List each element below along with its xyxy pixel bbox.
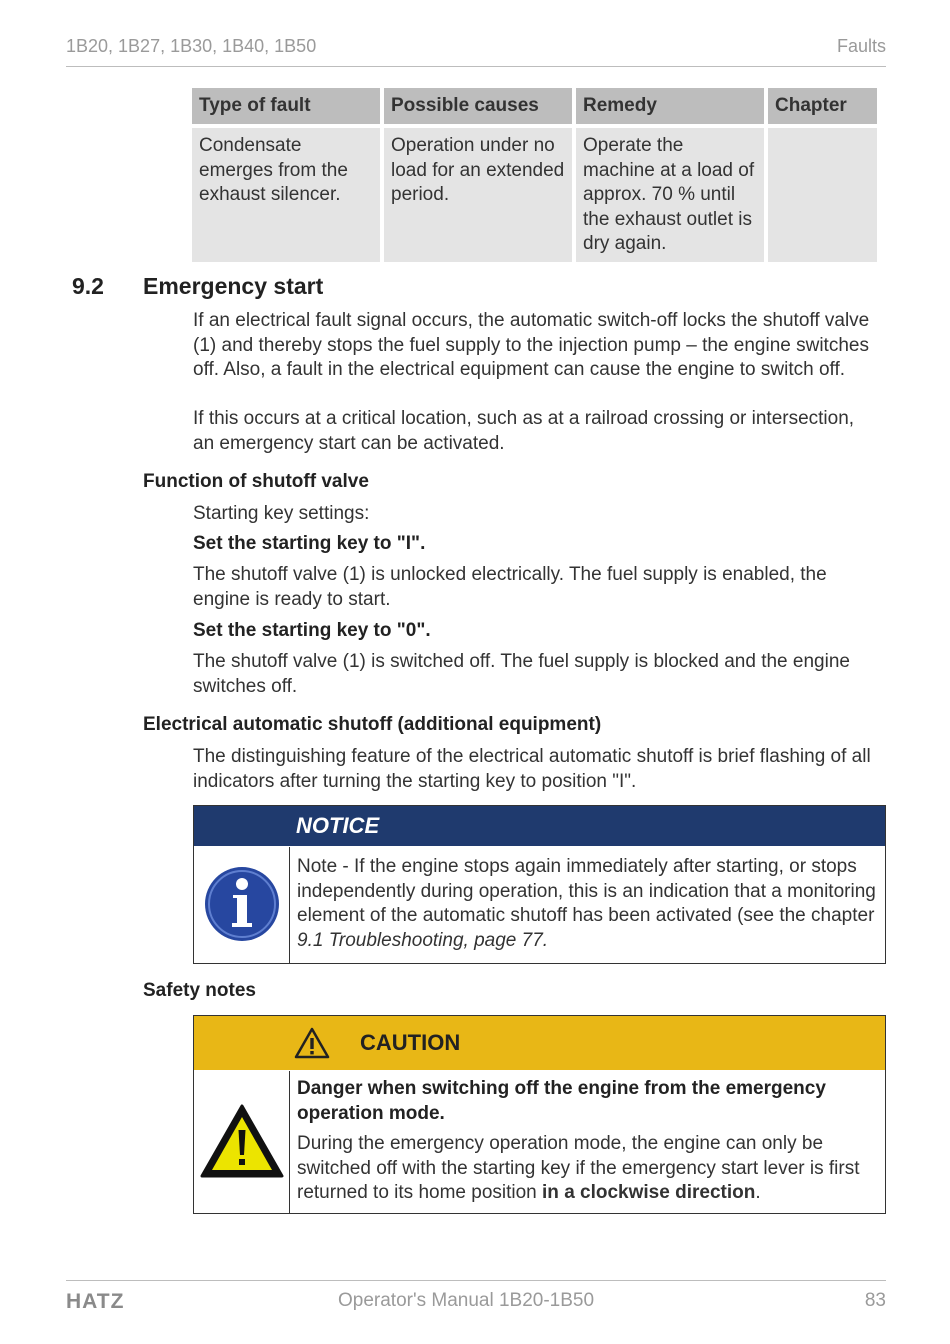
caution-paragraph: [297, 1132, 877, 1206]
notice-title: NOTICE: [194, 806, 885, 846]
footer-rule: [66, 1280, 886, 1281]
footer-logo: HATZ: [66, 1290, 125, 1313]
table-row: [192, 128, 877, 262]
result-key-0: The shutoff valve (1) is switched off. The fuel supply is blocked and the engine switches off.: [193, 651, 850, 697]
chapter-cell: [768, 128, 877, 262]
starting-key-settings-label: Starting key settings:: [193, 503, 370, 524]
result-key-i: The shutoff valve (1) is unlocked electrically. The fuel supply is enabled, the engine is ready to start.: [193, 564, 827, 610]
footer-manual-title: Operator's Manual 1B20-1B50: [338, 1290, 595, 1311]
fault-type-cell: Condensate emerges from the exhaust silencer.: [192, 128, 380, 262]
caution-emphasis: in a clockwise direction: [542, 1182, 756, 1203]
info-icon: [203, 865, 281, 943]
page-number: 83: [864, 1290, 886, 1311]
remedy-cell: Operate the machine at a load of approx. 70 % until the exhaust outlet is dry again.: [576, 128, 764, 262]
notice-text: [297, 855, 877, 953]
intro-paragraph-2: If this occurs at a critical location, such as at a railroad crossing or intersection, an emergency start can be activated.: [193, 408, 855, 454]
caution-heading: Danger when switching off the engine from the emergency operation mode.: [297, 1078, 826, 1124]
column-header: Possible causes: [384, 88, 572, 128]
caution-end: .: [755, 1182, 761, 1203]
possible-cause-cell: Operation under no load for an extended period.: [384, 128, 572, 262]
fault-table: [188, 88, 881, 262]
safety-notes-heading: Safety notes: [143, 980, 256, 1001]
intro-paragraph: If an electrical fault signal occurs, the automatic switch-off locks the shutoff valve (1) and thereby stops the fuel supply to the injection pump – the engine switches off. Also, a fault in the electrical equipment can cause the engine to switch off.: [193, 310, 870, 380]
header-section: Faults: [836, 36, 886, 56]
table-header-row: [192, 88, 877, 128]
notice-chapter-ref[interactable]: 9.1 Troubleshooting, page 77.: [297, 929, 549, 951]
caution-box: [193, 1015, 886, 1214]
caution-icon-cell: [194, 1071, 290, 1213]
column-header: Remedy: [576, 88, 764, 128]
shutoff-heading: Function of shutoff valve: [143, 471, 369, 492]
header-rule: [66, 66, 886, 67]
notice-box: [193, 805, 886, 964]
caution-title: CAUTION: [194, 1016, 885, 1070]
step-set-key-0: Set the starting key to "0".: [193, 620, 431, 641]
electrical-shutoff-text: The distinguishing feature of the electrical automatic shutoff is brief flashing of all indicators after turning the starting key to position "I".: [193, 746, 871, 792]
warning-triangle-icon: [294, 1027, 330, 1059]
header-models: 1B20, 1B27, 1B30, 1B40, 1B50: [66, 36, 317, 56]
notice-icon-cell: [194, 847, 290, 963]
caution-content: [297, 1077, 877, 1206]
section-number: 9.2: [72, 273, 104, 299]
column-header: Type of fault: [192, 88, 380, 128]
column-header: Chapter: [768, 88, 877, 128]
section-title: Emergency start: [143, 273, 324, 299]
electrical-shutoff-heading: Electrical automatic shutoff (additional equipment): [143, 714, 602, 735]
warning-sign-icon: [199, 1103, 285, 1179]
caution-body: During the emergency operation mode, the engine can only be switched off with the starting key if the emergency start lever is first returned to its home position: [297, 1133, 860, 1203]
notice-body: Note - If the engine stops again immediately after starting, or stops independently during operation, this is an indication that a monitoring element of the automatic shutoff has been activated (see the chapter: [297, 856, 876, 926]
step-set-key-i: Set the starting key to "I".: [193, 533, 426, 554]
